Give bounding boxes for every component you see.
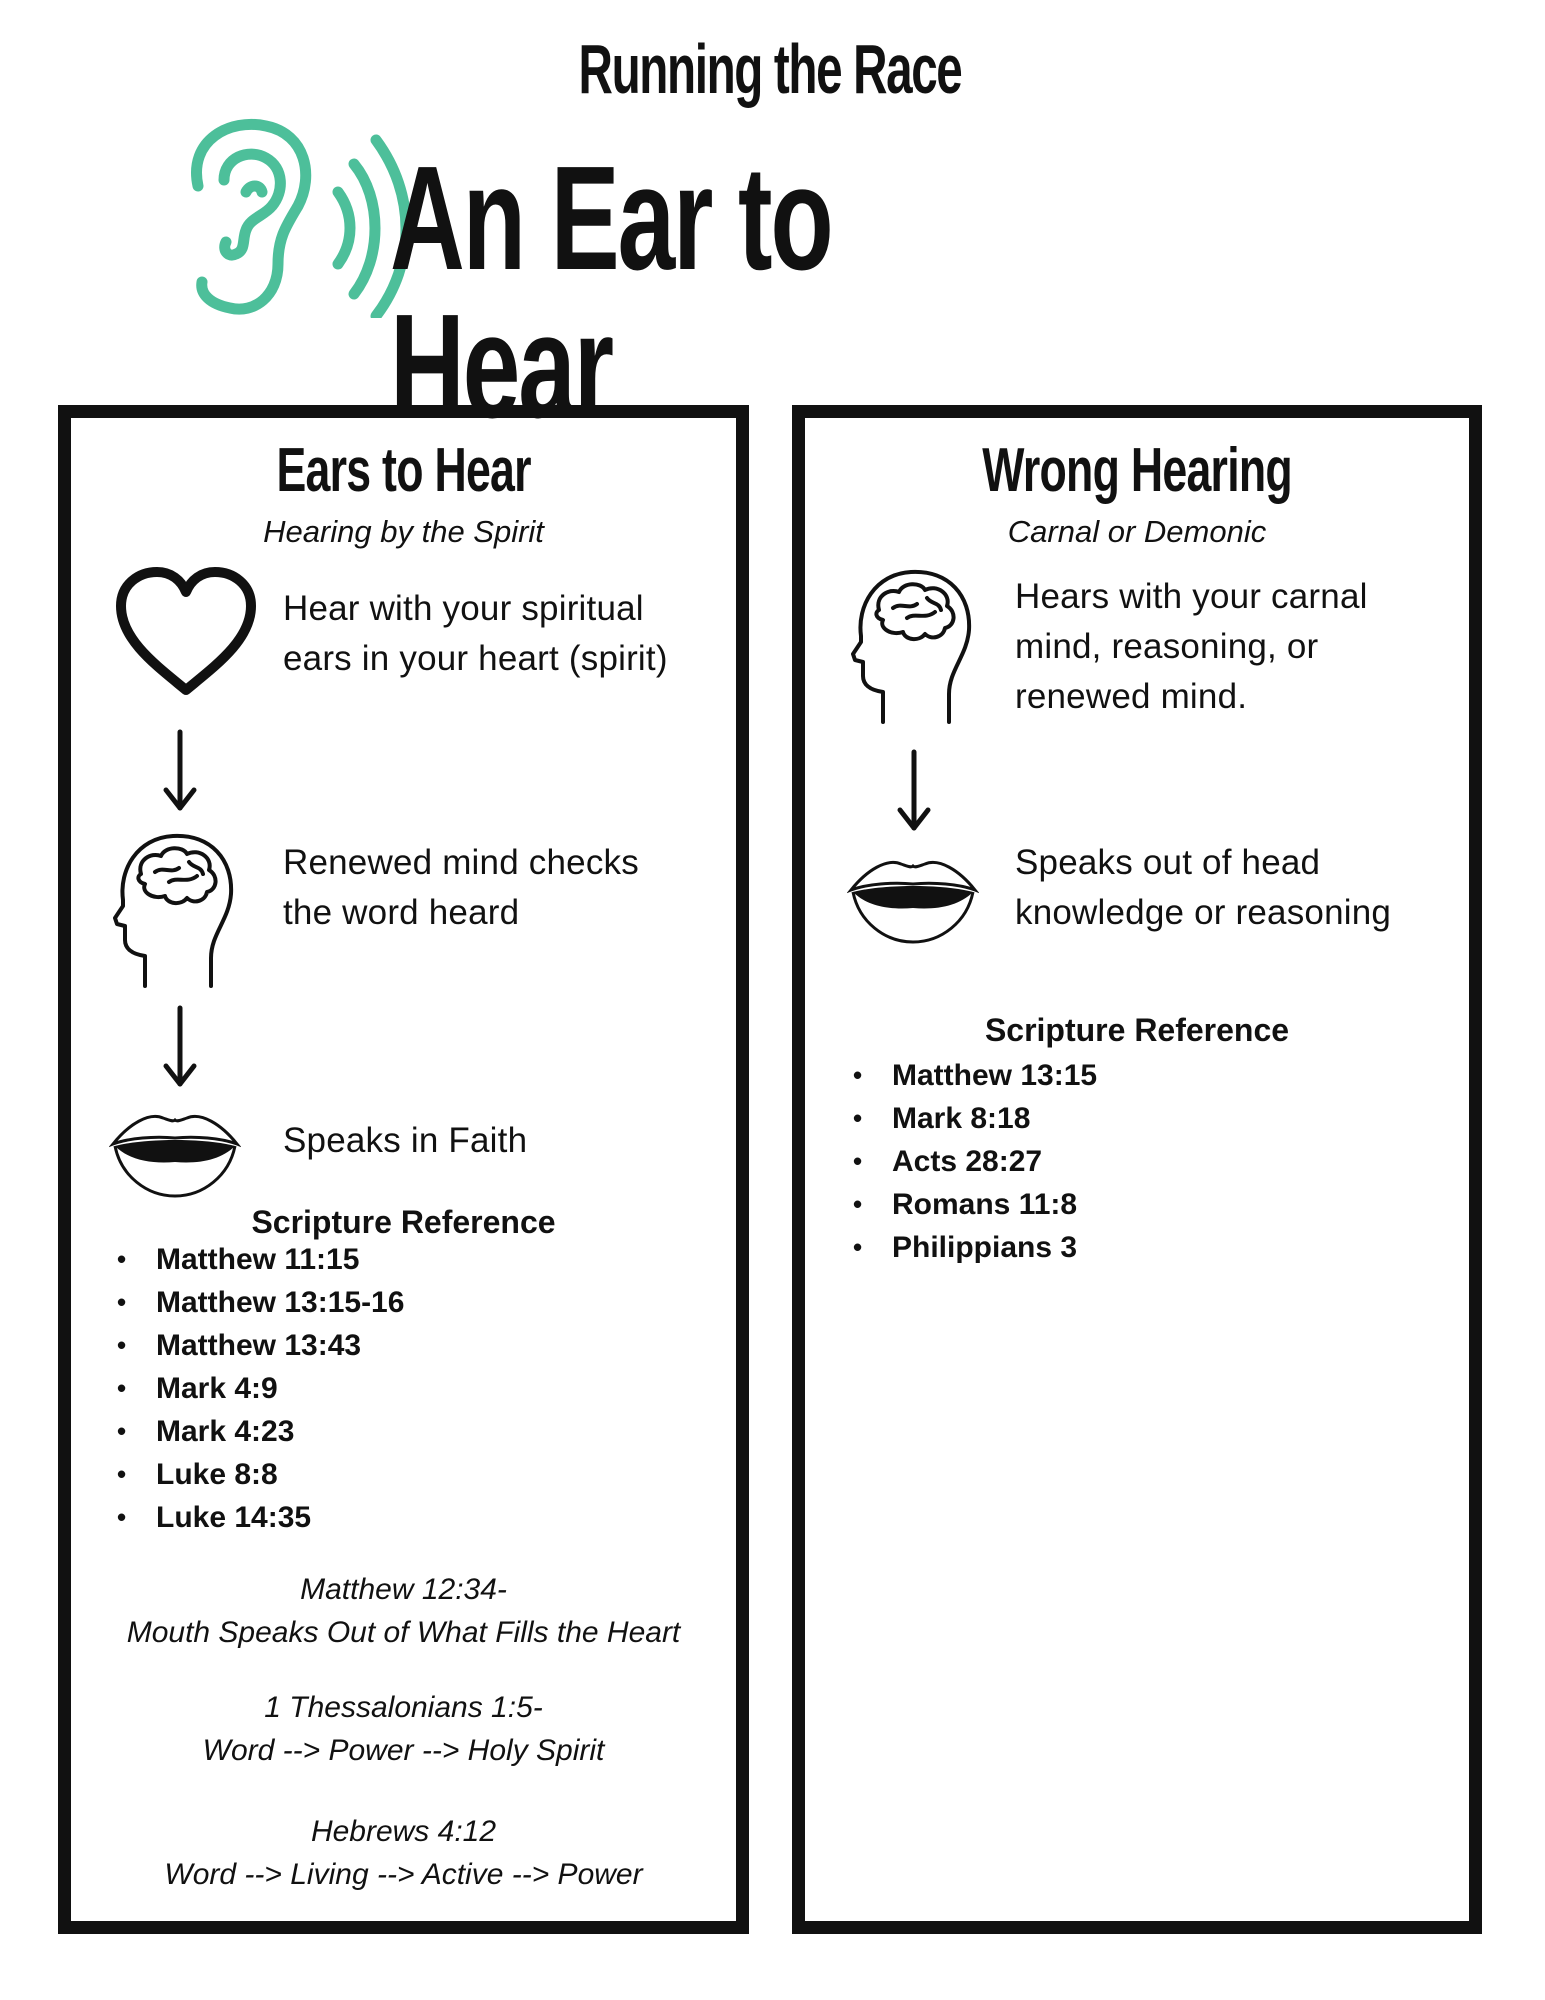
step-text: Speaks in Faith [283, 1121, 528, 1160]
step-text: Hear with your spiritual ears in your heart (spirit) [283, 589, 668, 678]
page-title: An Ear to Hear [390, 136, 832, 449]
ears-to-hear-panel [58, 405, 749, 1934]
scripture-reference-list [845, 1054, 1097, 1269]
list-item: • Mark 8:18 [845, 1097, 1097, 1140]
verse-reference: 1 Thessalonians 1:5- [264, 1691, 543, 1724]
head-brain-icon [845, 566, 975, 731]
verse-block [71, 1686, 736, 1772]
mouth-icon [847, 848, 979, 953]
arrow-down-icon [894, 748, 934, 838]
verse-reference: Matthew 12:34- [300, 1573, 507, 1606]
wrong-hearing-panel [792, 405, 1482, 1934]
verse-text: Word --> Power --> Holy Spirit [202, 1734, 605, 1767]
list-item: • Luke 14:35 [109, 1496, 404, 1539]
step-text: Hears with your carnal mind, reasoning, or renewed mind. [1015, 577, 1368, 716]
step-text: Speaks out of head knowledge or reasoning [1015, 843, 1392, 932]
panel-subtitle: Hearing by the Spirit [263, 514, 544, 549]
list-item: • Philippians 3 [845, 1226, 1097, 1269]
verse-text: Word --> Living --> Active --> Power [164, 1858, 643, 1891]
scripture-reference-title: Scripture Reference [251, 1204, 556, 1240]
page-kicker: Running the Race [578, 30, 962, 108]
verse-text: Mouth Speaks Out of What Fills the Heart [126, 1616, 681, 1649]
list-item: • Acts 28:27 [845, 1140, 1097, 1183]
ear-with-sound-waves-icon [178, 118, 418, 318]
scripture-reference-list [109, 1238, 404, 1539]
verse-block [71, 1810, 736, 1896]
arrow-down-icon [160, 1004, 200, 1094]
head-brain-icon [107, 830, 237, 995]
list-item: • Matthew 13:43 [109, 1324, 404, 1367]
verse-reference: Hebrews 4:12 [310, 1815, 497, 1848]
list-item: • Matthew 11:15 [109, 1238, 404, 1281]
mouth-icon [109, 1102, 241, 1207]
panel-title: Ears to Hear [276, 436, 531, 505]
list-item: • Mark 4:9 [109, 1367, 404, 1410]
step-text: Renewed mind checks the word heard [283, 843, 639, 932]
list-item: • Matthew 13:15 [845, 1054, 1097, 1097]
list-item: • Matthew 13:15-16 [109, 1281, 404, 1324]
heart-icon [113, 566, 259, 703]
scripture-reference-title: Scripture Reference [984, 1012, 1290, 1048]
list-item: • Luke 8:8 [109, 1453, 404, 1496]
arrow-down-icon [160, 728, 200, 818]
list-item: • Mark 4:23 [109, 1410, 404, 1453]
verse-block [71, 1568, 736, 1654]
panel-title: Wrong Hearing [982, 436, 1292, 505]
list-item: • Romans 11:8 [845, 1183, 1097, 1226]
panel-subtitle: Carnal or Demonic [1007, 514, 1267, 549]
